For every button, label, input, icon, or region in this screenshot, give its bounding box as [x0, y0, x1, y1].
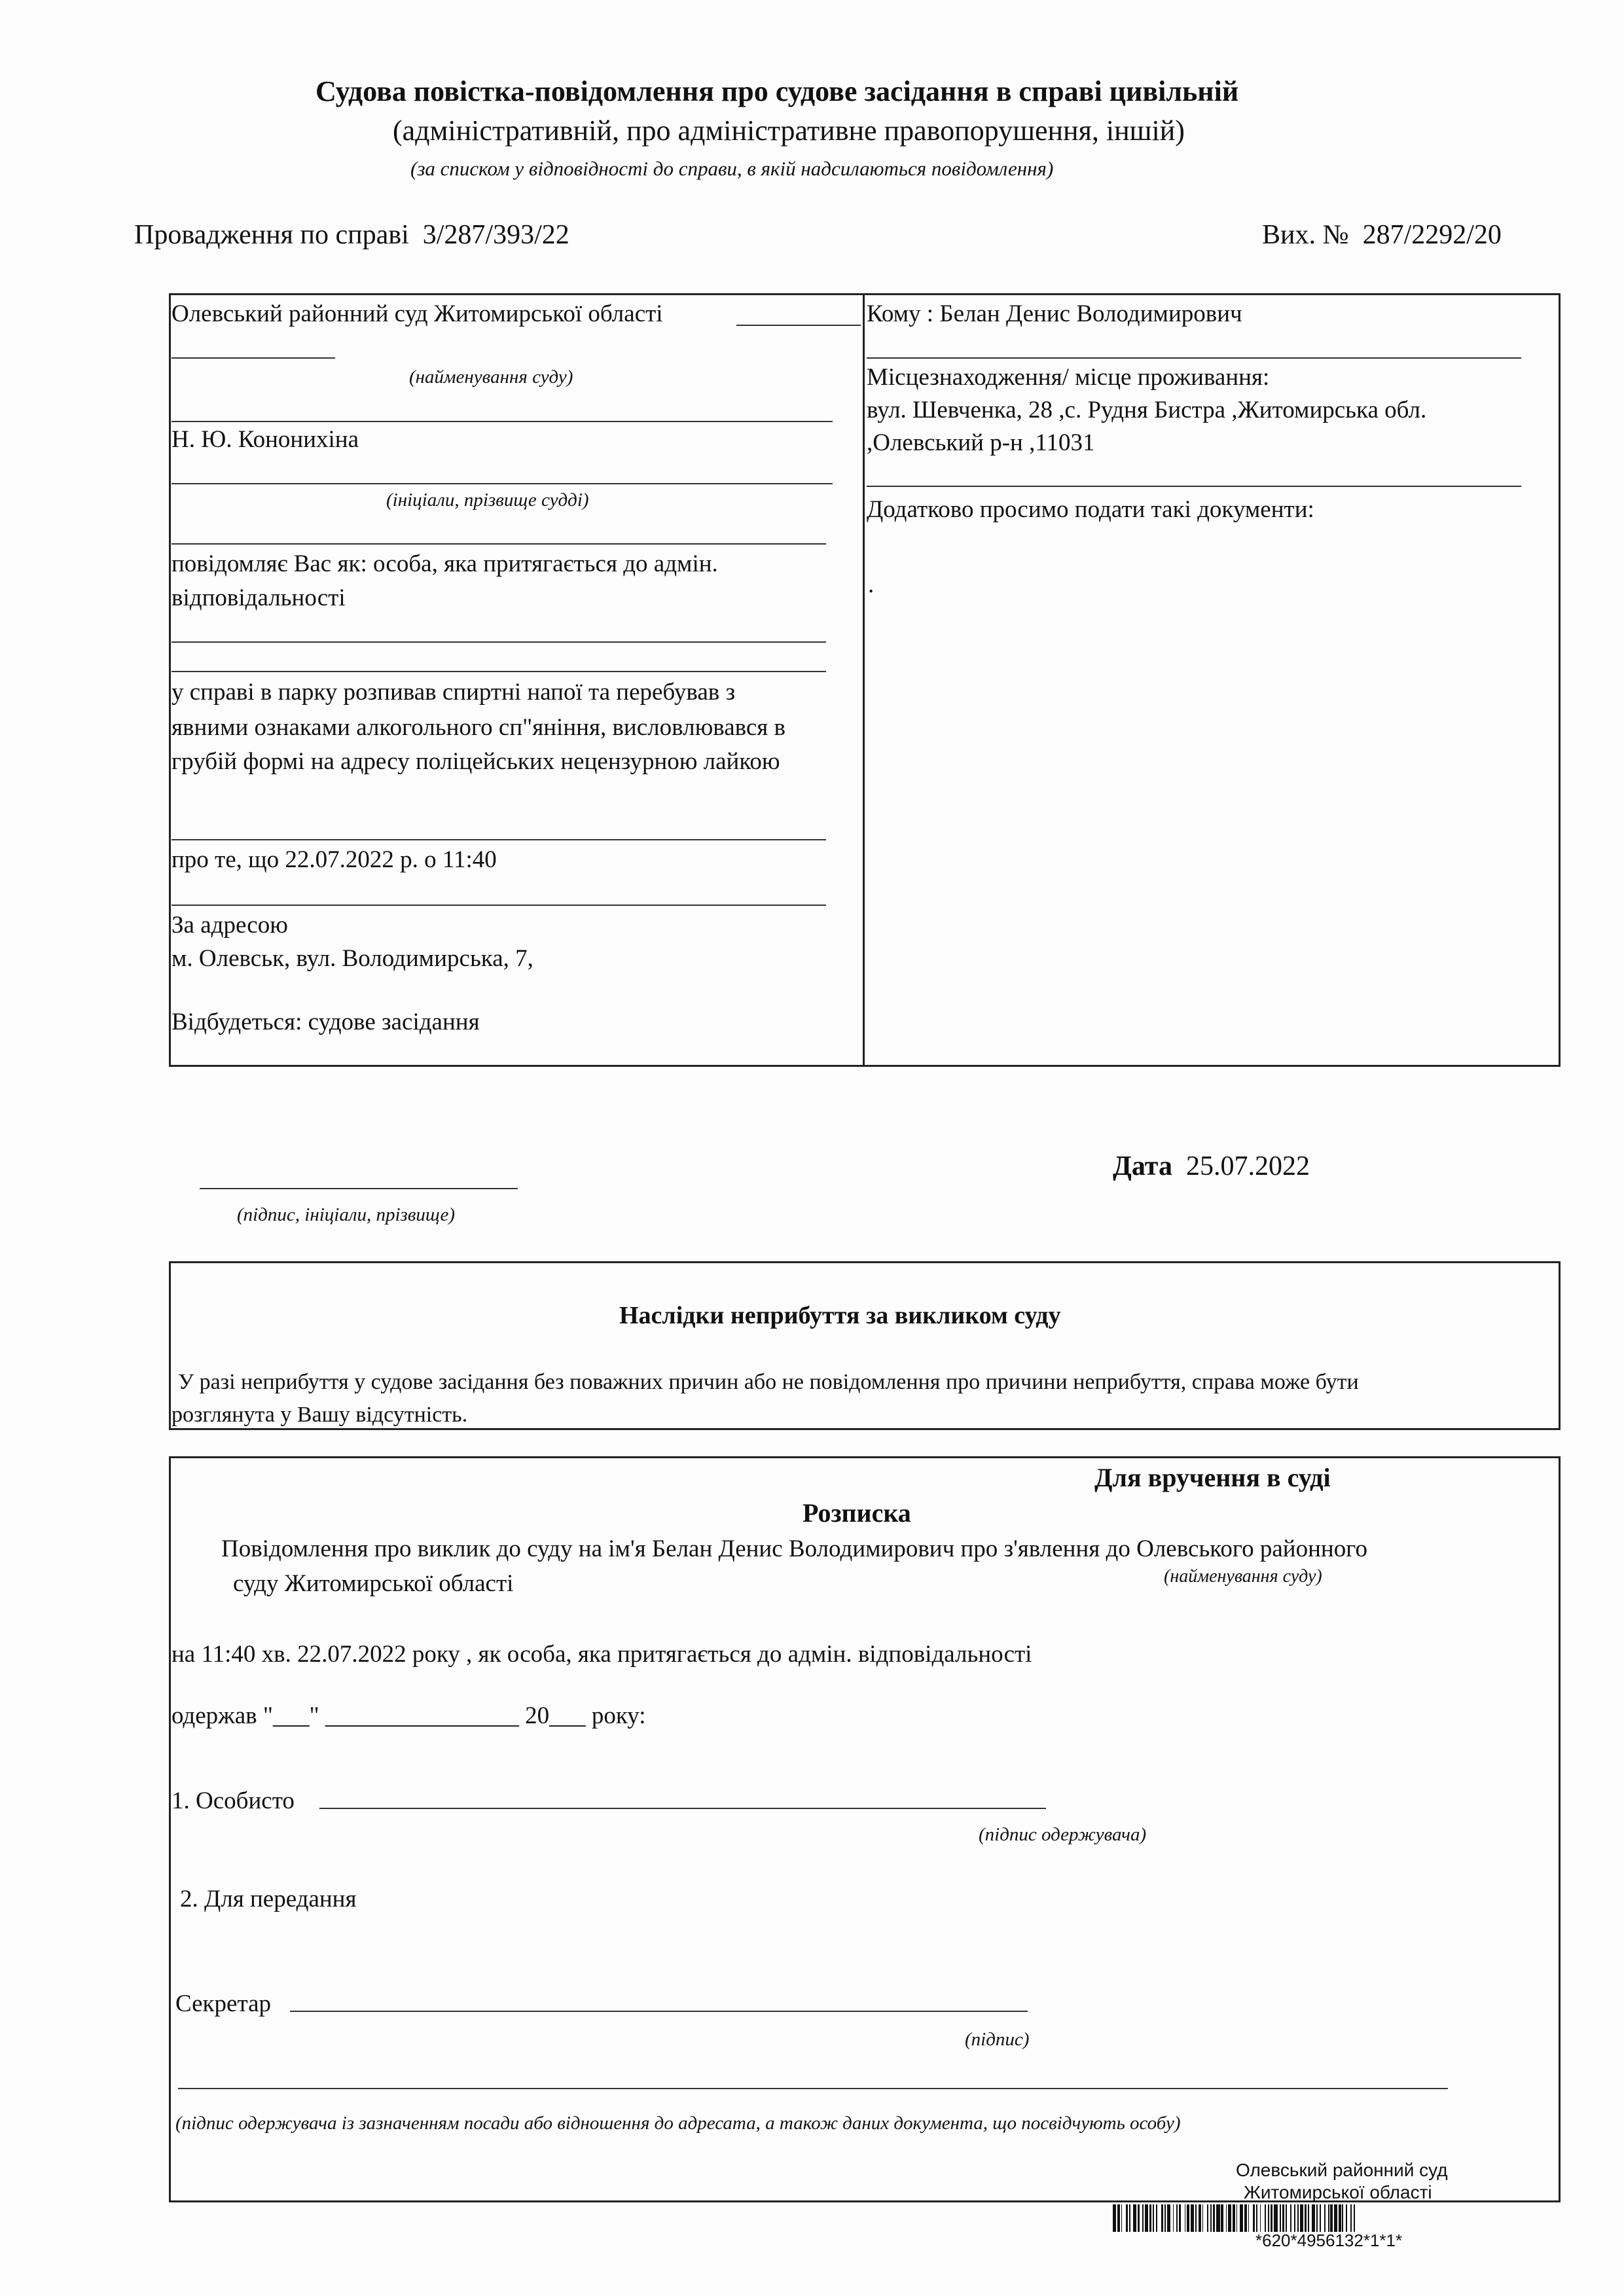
case-description-3: грубій формі на адресу поліцейських нецензурною лайкою	[171, 748, 780, 775]
barcode-text: *620*4956132*1*1*	[1255, 2231, 1403, 2250]
consequences-title: Наслідки неприбуття за викликом суду	[619, 1302, 1061, 1329]
receipt-line-1: Повідомлення про виклик до суду на ім'я Белан Денис Володимирович про з'явлення до Олевського районного	[221, 1535, 1367, 1562]
date-value: 25.07.2022	[1185, 1151, 1310, 1181]
document-note: (за списком у відповідності до справи, в якій надсилаються повідомлення)	[410, 157, 1054, 180]
hearing-event: Відбудеться: судове засідання	[171, 1009, 480, 1035]
court-name: Олевський районний суд Житомирської області	[171, 300, 663, 327]
location-line	[867, 486, 1521, 487]
consequences-text-1: У разі неприбуття у судове засідання без поважних причин або не повідомлення про причини неприбуття, справа може бути	[178, 1370, 1359, 1394]
court-line-2	[171, 357, 335, 359]
receipt-court-caption: (найменування суду)	[1164, 1566, 1322, 1587]
recipient-line	[867, 357, 1521, 359]
notifies-line-2	[171, 671, 826, 672]
hearing-address: м. Олевськ, вул. Володимирська, 7,	[171, 945, 533, 972]
barcode-bar	[1355, 2204, 1356, 2232]
receipt-box	[169, 1456, 1561, 2202]
judge-name: Н. Ю. Кононихіна	[171, 426, 359, 453]
notifies-as: повідомляє Вас як: особа, яка притягається до адмін.	[171, 550, 718, 577]
court-caption-line	[171, 421, 833, 422]
stamp-line-2: Житомирської області	[1244, 2182, 1432, 2202]
hearing-line	[171, 905, 826, 906]
footer-caption: (підпис одержувача із зазначенням посади або відношення до адресата, а також даних документа, що посвідчують особу)	[175, 2113, 1181, 2134]
receipt-title: Розписка	[803, 1498, 911, 1528]
judge-caption: (ініціали, прізвище судді)	[386, 490, 589, 511]
court-line	[736, 325, 861, 326]
address-label: За адресою	[171, 912, 288, 939]
for-court-delivery: Для вручення в суді	[1094, 1463, 1331, 1492]
judge-caption-line	[171, 543, 826, 545]
secretary-signature-line	[290, 2011, 1028, 2012]
proceeding-label	[134, 221, 569, 249]
signature-line	[200, 1188, 518, 1189]
hearing-datetime: про те, що 22.07.2022 р. о 11:40	[171, 846, 497, 873]
column-divider	[863, 293, 865, 1067]
proceeding-number: 3/287/393/22	[422, 220, 569, 250]
judge-line	[171, 483, 833, 484]
case-description-2: явними ознаками алкогольного сп"яніння, висловлювався в	[171, 714, 786, 741]
case-line	[171, 839, 826, 840]
location-label: Місцезнаходження/ місце проживання:	[867, 364, 1270, 391]
personally-label: 1. Особисто	[171, 1787, 295, 1814]
barcode	[1113, 2204, 1571, 2232]
outgoing-value: 287/2292/20	[1362, 220, 1502, 250]
footer-signature-line	[178, 2088, 1448, 2089]
location-line-2: ,Олевський р-н ,11031	[867, 429, 1095, 456]
document-title: Судова повістка-повідомлення про судове засідання в справі цивільній	[316, 75, 1239, 107]
documents-dot: .	[868, 571, 875, 598]
recipient-name: Кому : Белан Денис Володимирович	[867, 300, 1242, 327]
secretary-label: Секретар	[175, 1990, 271, 2017]
court-caption: (найменування суду)	[409, 367, 573, 387]
consequences-text-2: розглянута у Вашу відсутність.	[171, 1403, 468, 1427]
receipt-line-2: суду Житомирської області	[233, 1570, 514, 1597]
date-label: Дата	[1113, 1151, 1172, 1181]
additional-documents: Додатково просимо подати такі документи:	[867, 496, 1314, 523]
received-date: одержав "___" ________________ 20___ року:	[171, 1702, 646, 1729]
for-transfer-label: 2. Для передання	[180, 1886, 357, 1912]
case-description-1: у справі в парку розпивав спиртні напої та перебував з	[171, 679, 736, 706]
receipt-time: на 11:40 хв. 22.07.2022 року , як особа, яка притягається до адмін. відповідальності	[171, 1641, 1032, 1668]
secretary-sign-caption: (підпис)	[965, 2029, 1030, 2050]
proceeding-label-text: Провадження по справі	[134, 220, 409, 250]
signature-caption: (підпис, ініціали, прізвище)	[237, 1204, 456, 1225]
outgoing-number	[1262, 221, 1502, 249]
location-line-1: вул. Шевченка, 28 ,с. Рудня Бистра ,Житомирська обл.	[867, 397, 1427, 423]
document-subtitle: (адміністративній, про адміністративне правопорушення, іншій)	[393, 115, 1185, 147]
personally-signature-line	[319, 1808, 1046, 1809]
notifies-line	[171, 641, 826, 643]
recipient-signature-caption: (підпис одержувача)	[979, 1824, 1147, 1845]
notifies-as-2: відповідальності	[171, 584, 346, 611]
stamp-line-1: Олевський районний суд	[1236, 2160, 1448, 2180]
date	[1113, 1152, 1310, 1181]
outgoing-label: Вих. №	[1262, 220, 1349, 250]
